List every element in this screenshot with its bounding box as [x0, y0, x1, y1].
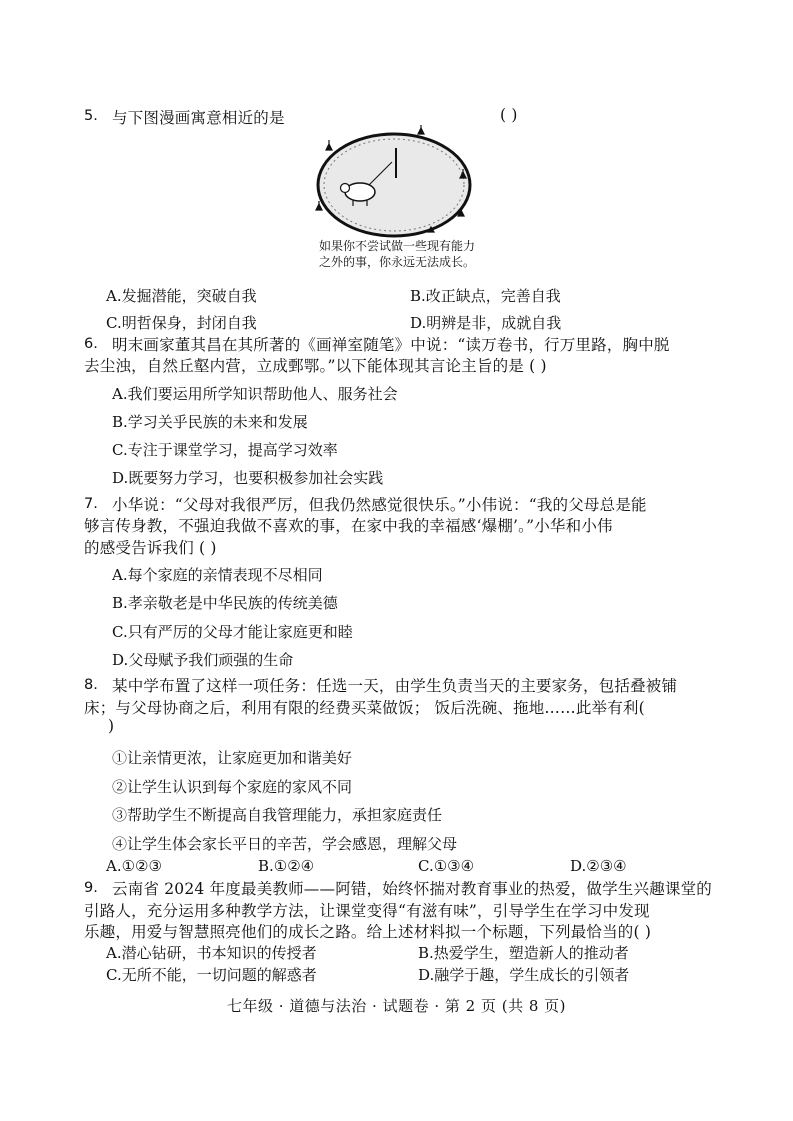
- q9-stem-line3: 乐趣，用爱与智慧照亮他们的成长之路。给上述材料拟一个标题，下列最恰当的( ): [84, 923, 652, 941]
- q9-option-d: D.融学于趣，学生成长的引领者: [418, 966, 630, 984]
- q7-stem-line1: 小华说：“父母对我很严厉，但我仍然感觉很快乐。”小伟说：“我的父母总是能: [112, 496, 647, 514]
- q8-option-c: C.①③④: [418, 857, 475, 875]
- q6-stem-line1: 明末画家董其昌在其所著的《画禅室随笔》中说：“读万卷书，行万里路，胸中脱: [112, 336, 670, 354]
- q9-stem-line1: 云南省 2024 年度最美教师——阿错，始终怀揣对教育事业的热爱，做学生兴趣课堂的: [112, 880, 713, 898]
- q5-option-c: C.明哲保身，封闭自我: [106, 314, 257, 332]
- q8-option-d: D.②③④: [570, 857, 627, 875]
- q5-stem: 与下图漫画寓意相近的是: [112, 109, 285, 127]
- q5-option-a: A.发掘潜能，突破自我: [106, 287, 257, 305]
- page-footer: 七年级 · 道德与法治 · 试题卷 · 第 2 页 (共 8 页): [226, 997, 567, 1015]
- q5-answer-paren: ( ): [500, 106, 518, 124]
- q8-item-1: ①让亲情更浓，让家庭更加和谐美好: [112, 749, 353, 767]
- q7-option-b: B.孝亲敬老是中华民族的传统美德: [112, 594, 338, 612]
- q6-option-c: C.专注于课堂学习，提高学习效率: [112, 441, 338, 459]
- cartoon-caption: [304, 238, 490, 270]
- q6-option-d: D.既要努力学习，也要积极参加社会实践: [112, 469, 384, 487]
- q8-number: 8.: [84, 677, 98, 693]
- q5-number: 5.: [84, 108, 98, 124]
- cartoon-caption-line1: 如果你不尝试做一些现有能力: [318, 239, 475, 253]
- q8-option-a: A.①②③: [106, 857, 162, 875]
- q9-option-b: B.热爱学生，塑造新人的推动者: [418, 944, 629, 962]
- q9-option-c: C.无所不能，一切问题的解惑者: [106, 966, 317, 984]
- q7-stem-line3: 的感受告诉我们 ( ): [84, 539, 217, 557]
- q8-option-b: B.①②④: [258, 857, 315, 875]
- q7-option-c: C.只有严厉的父母才能让家庭更和睦: [112, 623, 353, 641]
- q8-item-4: ④让学生体会家长平日的辛苦，学会感恩，理解父母: [112, 835, 458, 853]
- q9-stem-line2: 引路人，充分运用多种教学方法，让课堂变得“有滋有味”，引导学生在学习中发现: [84, 902, 650, 920]
- q7-stem-line2: 够言传身教，不强迫我做不喜欢的事，在家中我的幸福感‘爆棚’。”小华和小伟: [84, 517, 613, 535]
- q8-item-3: ③帮助学生不断提高自我管理能力，承担家庭责任: [112, 806, 443, 824]
- q5-option-b: B.改正缺点，完善自我: [410, 287, 561, 305]
- q9-option-a: A.潜心钻研，书本知识的传授者: [106, 944, 317, 962]
- q8-item-2: ②让学生认识到每个家庭的家风不同: [112, 778, 353, 796]
- q9-number: 9.: [84, 880, 98, 896]
- q6-option-a: A.我们要运用所学知识帮助他人、服务社会: [112, 385, 398, 403]
- q5-option-d: D.明辨是非，成就自我: [410, 314, 562, 332]
- cartoon-caption-line2: 之外的事，你永远无法成长。: [318, 255, 475, 269]
- q8-stem-line2: 床；与父母协商之后，利用有限的经费买菜做饭； 饭后洗碗、拖地……此举有利(: [84, 699, 645, 717]
- q8-stem-line3: ): [108, 717, 115, 735]
- q7-option-d: D.父母赋予我们顽强的生命: [112, 651, 294, 669]
- q7-number: 7.: [84, 496, 98, 512]
- q7-option-a: A.每个家庭的亲情表现不尽相同: [112, 566, 323, 584]
- q6-number: 6.: [84, 336, 98, 352]
- q8-stem-line1: 某中学布置了这样一项任务：任选一天，由学生负责当天的主要家务，包括叠被铺: [112, 677, 678, 695]
- q6-option-b: B.学习关乎民族的未来和发展: [112, 413, 308, 431]
- q6-stem-line2: 去尘浊，自然丘壑内营，立成鄄鄂。”以下能体现其言论主旨的是 ( ): [84, 357, 547, 375]
